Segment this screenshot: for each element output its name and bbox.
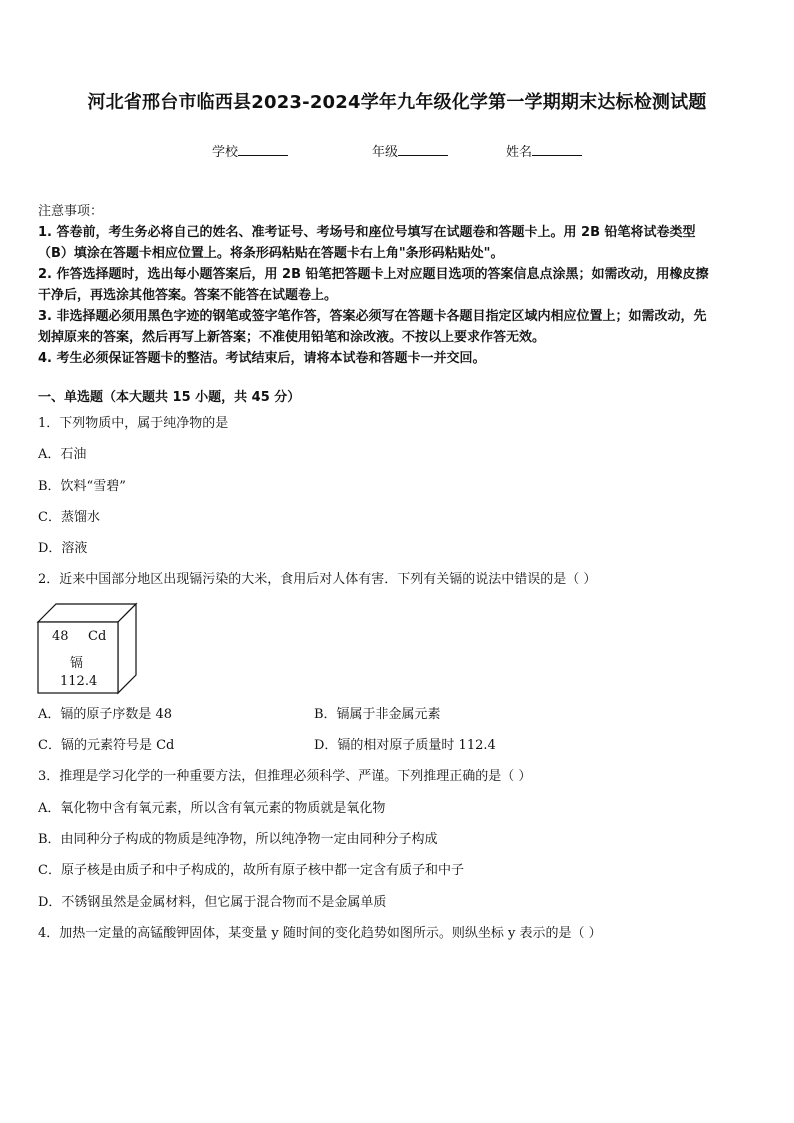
q2-option-b[interactable]: B．镉属于非金属元素 [314, 707, 441, 722]
q1-option-a[interactable]: A．石油 [38, 447, 87, 462]
q3-option-b[interactable]: B．由同种分子构成的物质是纯净物，所以纯净物一定由同种分子构成 [38, 832, 438, 847]
q4-stem: 4．加热一定量的高锰酸钾固体，某变量 y 随时间的变化趋势如图所示。则纵坐标 y 表示的是（ ） [38, 926, 602, 941]
q2-option-d[interactable]: D．镉的相对原子质量时 112.4 [314, 738, 496, 753]
q1-option-b[interactable]: B．饮料“雪碧” [38, 479, 126, 494]
notice-line: 1. 答卷前，考生务必将自己的姓名、准考证号、考场号和座位号填写在试题卷和答题卡上。用 2B 铅笔将试卷类型 [38, 225, 696, 240]
notice-line: 2. 作答选择题时，选出每小题答案后，用 2B 铅笔把答题卡上对应题目选项的答案信息点涂黑；如需改动，用橡皮擦 [38, 267, 709, 282]
q1-option-d[interactable]: D．溶液 [38, 541, 88, 556]
atomic-number: 48 [52, 629, 69, 644]
q2-stem: 2．近来中国部分地区出现镉污染的大米，食用后对人体有害．下列有关镉的说法中错误的是（ ） [38, 572, 597, 587]
q2-option-a[interactable]: A．镉的原子序数是 48 [38, 707, 173, 722]
school-field [212, 141, 288, 160]
grade-label: 年级 [372, 145, 399, 160]
school-blank[interactable] [238, 143, 288, 156]
q3-stem: 3．推理是学习化学的一种重要方法，但推理必须科学、严谨。下列推理正确的是（ ） [38, 769, 532, 784]
notice-block [38, 201, 758, 369]
name-blank[interactable] [532, 143, 582, 156]
notice-heading: 注意事项： [38, 204, 104, 219]
q1-option-c[interactable]: C．蒸馏水 [38, 510, 100, 525]
name-label: 姓名 [506, 145, 533, 160]
notice-line: （B）填涂在答题卡相应位置上。将条形码粘贴在答题卡右上角"条形码粘贴处"。 [38, 246, 504, 261]
notice-line: 干净后，再选涂其他答案。答案不能答在试题卷上。 [38, 288, 338, 303]
school-label: 学校 [212, 145, 239, 160]
grade-field [372, 141, 448, 160]
element-name: 镉 [70, 656, 84, 671]
grade-blank[interactable] [398, 143, 448, 156]
notice-line: 划掉原来的答案，然后再写上新答案；不准使用铅笔和涂改液。不按以上要求作答无效。 [38, 330, 546, 345]
exam-title: 河北省邢台市临西县2023-2024学年九年级化学第一学期期末达标检测试题 [87, 92, 707, 113]
q3-option-c[interactable]: C．原子核是由质子和中子构成的，故所有原子核中都一定含有质子和中子 [38, 863, 464, 878]
q2-option-c[interactable]: C．镉的元素符号是 Cd [38, 738, 175, 753]
element-symbol: Cd [88, 629, 107, 644]
q3-option-a[interactable]: A．氧化物中含有氧元素，所以含有氧元素的物质就是氧化物 [38, 801, 386, 816]
notice-line: 3. 非选择题必须用黑色字迹的钢笔或签字笔作答，答案必须写在答题卡各题目指定区域内相应位置上；如需改动，先 [38, 309, 707, 324]
element-cell-cadmium [34, 602, 140, 700]
section-heading: 一、单选题（本大题共 15 小题，共 45 分） [38, 390, 301, 405]
q1-stem: 1．下列物质中，属于纯净物的是 [38, 416, 229, 431]
q3-option-d[interactable]: D．不锈钢虽然是金属材料，但它属于混合物而不是金属单质 [38, 895, 387, 910]
atomic-mass: 112.4 [60, 674, 98, 689]
notice-line: 4. 考生必须保证答题卡的整洁。考试结束后，请将本试卷和答题卡一并交回。 [38, 351, 486, 366]
name-field [506, 141, 582, 160]
